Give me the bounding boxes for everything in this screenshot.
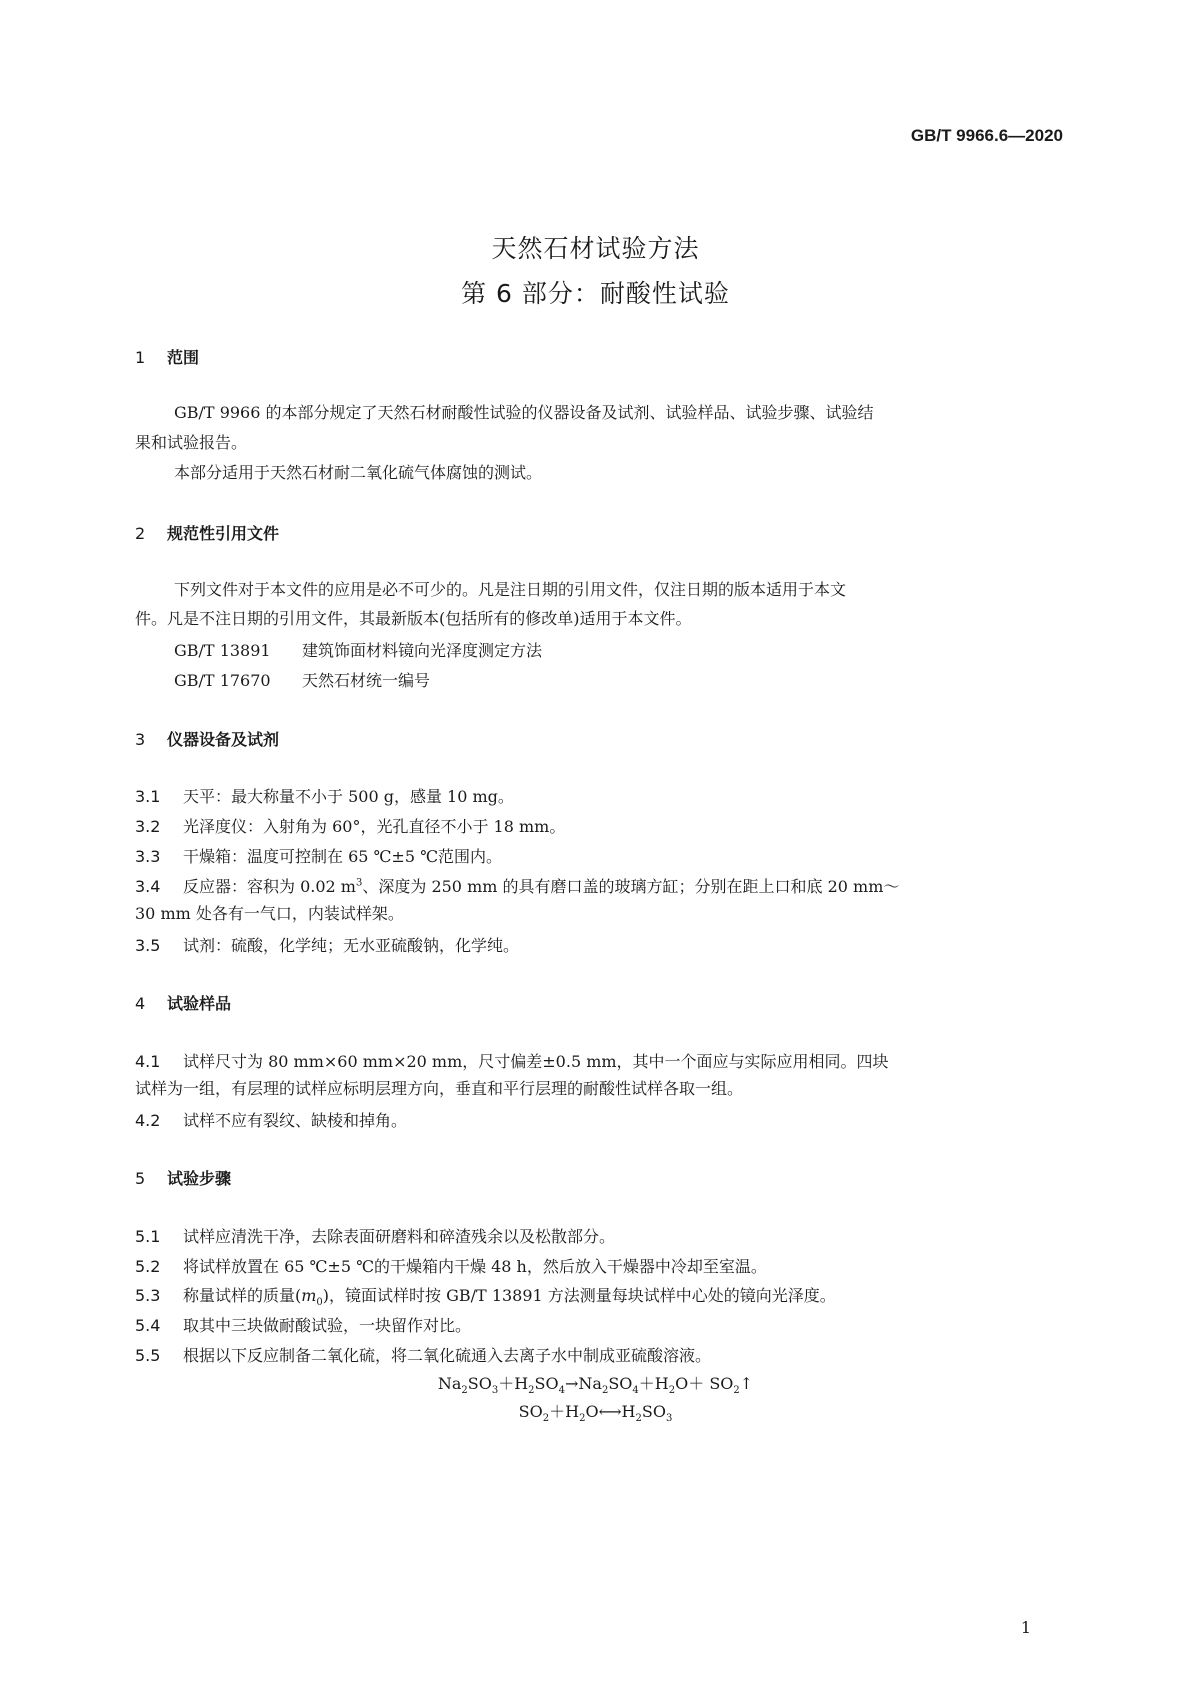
clause-text: 干燥箱：温度可控制在 65 ℃±5 ℃范围内。 [183,847,503,866]
subscript: 0 [316,1297,323,1309]
section-heading-3 [135,727,279,750]
paragraph-continuation: 果和试验报告。 [135,433,248,452]
section-title: 试验样品 [167,994,232,1013]
section-number: 1 [135,348,146,367]
clause-text: 试剂：硫酸，化学纯；无水亚硫酸钠，化学纯。 [183,936,520,955]
section-title: 范围 [167,348,200,367]
section-title: 仪器设备及试剂 [167,730,280,749]
section-number: 5 [135,1169,146,1188]
normative-reference [174,668,430,691]
clause-number: 3.4 [135,877,161,896]
clause-number: 3.5 [135,936,161,955]
clause [135,784,514,807]
clause-text: 称量试样的质量( [183,1286,302,1305]
clause-text: 、深度为 250 mm 的具有磨口盖的玻璃方缸；分别在距上口和底 20 mm～ [362,877,900,896]
reference-title: 天然石材统一编号 [302,671,431,690]
clause [135,844,502,867]
reference-title: 建筑饰面材料镜向光泽度测定方法 [302,641,543,660]
paragraph: 下列文件对于本文件的应用是必不可少的。凡是注日期的引用文件，仅注日期的版本适用于本文 [174,580,847,599]
clause-continuation: 试样为一组，有层理的试样应标明层理方向，垂直和平行层理的耐酸性试样各取一组。 [135,1079,744,1098]
clause-number: 5.3 [135,1286,161,1305]
clause-text: 取其中三块做耐酸试验，一块留作对比。 [183,1316,472,1335]
section-heading-2 [135,521,279,544]
clause [135,1343,711,1366]
page-number: 1 [1020,1618,1031,1637]
clause-text: )，镜面试样时按 GB/T 13891 方法测量每块试样中心处的镜向光泽度。 [322,1286,836,1305]
clause [135,874,899,897]
clause-text: 光泽度仪：入射角为 60°，光孔直径不小于 18 mm。 [183,817,566,836]
section-number: 3 [135,730,146,749]
clause [135,1254,767,1277]
document-subtitle: 第 6 部分：耐酸性试验 [461,279,730,308]
clause-text: 根据以下反应制备二氧化硫，将二氧化硫通入去离子水中制成亚硫酸溶液。 [183,1346,712,1365]
chemical-equation-1: $Na_2SO_3+H_2SO_4\to Na_2SO_4+H_2O+$ $SO_2↑$ [437,1374,754,1397]
paragraph: 本部分适用于天然石材耐二氧化硫气体腐蚀的测试。 [174,463,543,482]
paragraph-continuation: 件。凡是不注日期的引用文件，其最新版本(包括所有的修改单)适用于本文件。 [135,609,692,628]
section-heading-5 [135,1166,231,1189]
clause [135,1313,471,1336]
clause-number: 5.1 [135,1227,161,1246]
superscript: 3 [355,877,363,889]
clause-text: 试样应清洗干净，去除表面研磨料和碎渣残余以及松散部分。 [183,1227,616,1246]
clause-number: 5.5 [135,1346,161,1365]
section-number: 4 [135,994,146,1013]
clause-number: 4.1 [135,1052,161,1071]
clause-number: 5.4 [135,1316,161,1335]
normative-reference [174,638,542,661]
section-number: 2 [135,524,146,543]
clause-text: 天平：最大称量不小于 500 g，感量 10 mg。 [183,787,514,806]
standard-code: GB/T 9966.6—2020 [910,126,1063,145]
section-title: 规范性引用文件 [167,524,280,543]
reference-code: GB/T 13891 [174,641,271,660]
clause [135,814,565,837]
reference-code: GB/T 17670 [174,671,271,690]
clause [135,1224,615,1247]
equilibrium-arrow-icon: ⟷ [598,1402,622,1421]
clause-number: 3.1 [135,787,161,806]
section-heading-1 [135,345,199,368]
reaction-arrow-icon: → [564,1374,579,1393]
clause [135,933,519,956]
clause-text: 试样尺寸为 80 mm×60 mm×20 mm，尺寸偏差±0.5 mm，其中一个面应与实际应用相同。四块 [183,1052,889,1071]
clause [135,1108,407,1131]
clause-number: 5.2 [135,1257,161,1276]
document-title: 天然石材试验方法 [491,234,700,263]
clause-number: 3.2 [135,817,161,836]
chemical-equation-2: $SO_2+H_2O⟷H_2SO_3$ [518,1402,673,1425]
clause-text: 试样不应有裂纹、缺棱和掉角。 [183,1111,408,1130]
clause [135,1049,889,1072]
mass-variable: m [301,1286,317,1305]
clause [135,1283,836,1308]
clause-number: 4.2 [135,1111,161,1130]
paragraph: GB/T 9966 的本部分规定了天然石材耐酸性试验的仪器设备及试剂、试验样品、试验步骤、试验结 [174,403,874,422]
clause-text: 反应器：容积为 0.02 m [183,877,356,896]
clause-text: 将试样放置在 65 ℃±5 ℃的干燥箱内干燥 48 h，然后放入干燥器中冷却至室温。 [183,1257,767,1276]
section-title: 试验步骤 [167,1169,232,1188]
section-heading-4 [135,991,231,1014]
gas-arrow-icon: ↑ [739,1374,754,1393]
clause-continuation: 30 mm 处各有一气口，内装试样架。 [135,904,404,923]
clause-number: 3.3 [135,847,161,866]
